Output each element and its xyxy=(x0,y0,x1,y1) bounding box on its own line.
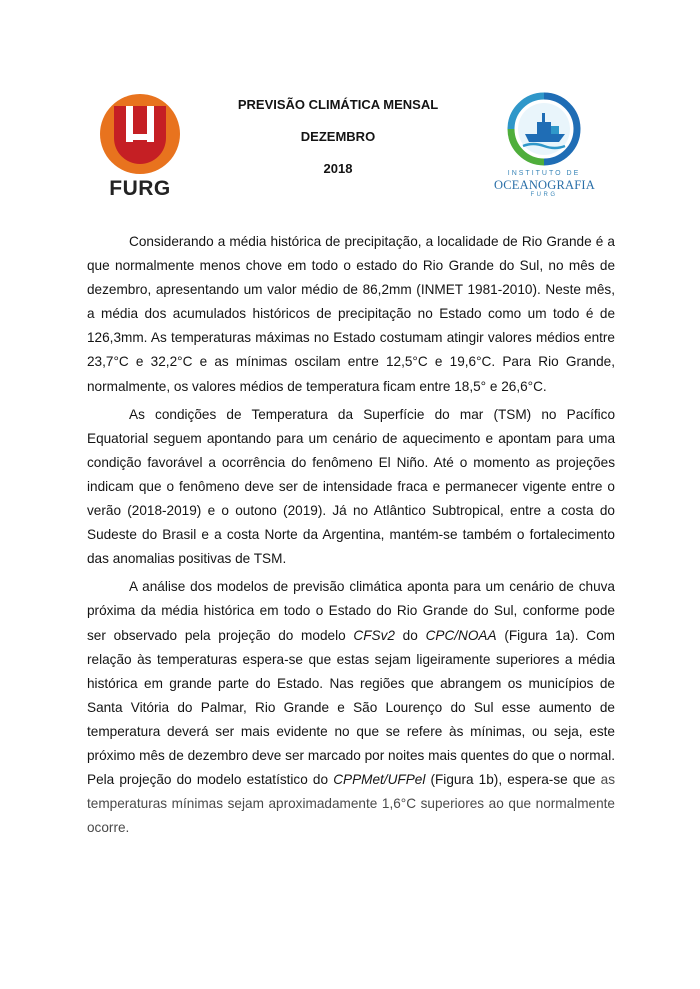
oceanografia-logo-line2: OCEANOGRAFIA xyxy=(494,178,596,192)
center-name: CPC/NOAA xyxy=(425,627,497,643)
furg-logo-icon xyxy=(98,92,182,176)
paragraph-text: do xyxy=(394,627,426,643)
paragraph-text: (Figura 1b), espera-se que xyxy=(425,772,601,788)
oceanografia-logo xyxy=(494,92,594,204)
oceanografia-logo-line1: INSTITUTO DE xyxy=(507,170,581,177)
document-month: DEZEMBRO xyxy=(300,129,376,144)
model-name: CPPMet/UFPel xyxy=(333,772,426,788)
paragraph-sst-conditions: As condições de Temperatura da Superfície do mar (TSM) no Pacífico Equatorial seguem apontando para um cenário de aquecimento e apontam para uma condição favorável a ocorrência do fenômeno El Niño. Até o momento as projeções indicam que o fenômeno deve ser de intensidade fraca e permanecer vigente entre o verão (2018-2019) e o outono (2019). Já no Atlântico Subtropical, entre a costa do Sudeste do Brasil e a costa Norte da Argentina, mantém-se também o fortalecimento das anomalias positivas de TSM. xyxy=(87,406,615,567)
furg-logo-text: FURG xyxy=(109,177,171,200)
ship-icon xyxy=(507,92,581,166)
paragraph-text: as temperaturas mínimas sejam aproximadamente 1,6°C superiores ao que normalmente ocorre. xyxy=(87,772,615,836)
paragraph-model-analysis xyxy=(87,575,615,840)
document-body xyxy=(87,230,615,844)
paragraph-text: (Figura 1a). Com relação às temperaturas espera-se que estas sejam ligeiramente superiores a média histórica em grande parte do Estado. Nas regiões que abrangem os municípios de Santa Vitória do Palmar, Rio Grande e São Lourenço do Sul esse aumento de temperatura deverá ser mais evidente no que se refere às mínimas, ou seja, este próximo mês de dezembro deve ser marcado por noites mais quentes do que o normal. Pela projeção do modelo estatístico do xyxy=(87,627,615,788)
paragraph-precipitation: Considerando a média histórica de precipitação, a localidade de Rio Grande é a que normalmente menos chove em todo o estado do Rio Grande do Sul, no mês de dezembro, apresentando um valor médio de 86,2mm (INMET 1981-2010). Neste mês, a média dos acumulados históricos de precipitação no Estado como um todo é de 126,3mm. As temperaturas máximas no Estado costumam atingir valores médios entre 23,7°C e 32,2°C e as mínimas oscilam entre 12,5°C e 19,6°C. Para Rio Grande, normalmente, os valores médios de temperatura ficam entre 18,5° e 26,6°C. xyxy=(87,234,615,394)
furg-logo xyxy=(98,92,182,202)
document-header xyxy=(180,95,496,191)
document-year: 2018 xyxy=(323,161,353,176)
paragraph-text: A análise dos modelos de previsão climática aponta para um cenário de chuva próxima da média histórica em todo o Estado do Rio Grande do Sul, conforme pode ser observado pela projeção do modelo xyxy=(87,579,615,643)
document-title: PREVISÃO CLIMÁTICA MENSAL xyxy=(237,97,439,112)
model-name: CFSv2 xyxy=(353,627,395,643)
oceanografia-logo-line3: FURG xyxy=(530,192,558,198)
